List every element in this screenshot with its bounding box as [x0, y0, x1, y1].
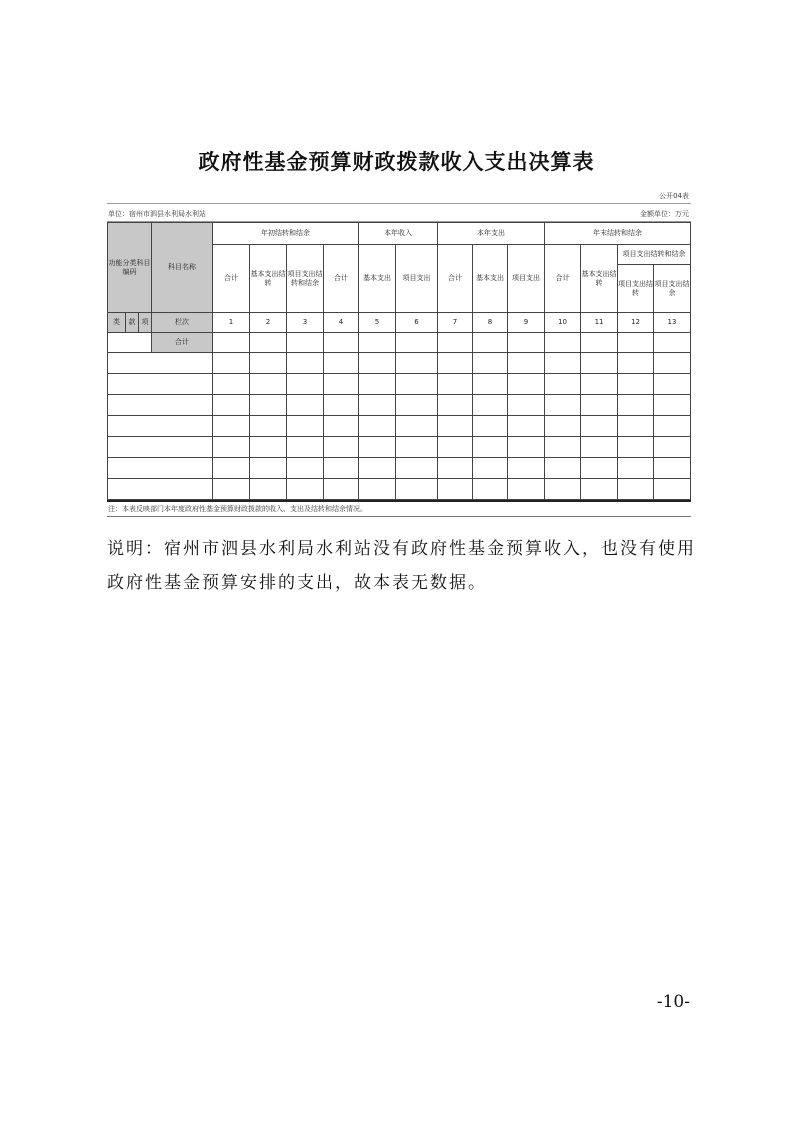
- header-row-1: [108, 223, 691, 245]
- beginning-basic-header: 基本支出结转: [250, 245, 287, 313]
- budget-table: [107, 222, 691, 500]
- col-number: 1: [213, 313, 250, 333]
- beginning-total-header: 合计: [213, 245, 250, 313]
- lanci-header: 栏次: [152, 313, 213, 333]
- ending-basic-header: 基本支出结转: [581, 245, 618, 313]
- data-cell: [508, 333, 545, 353]
- table-row: [108, 458, 691, 479]
- data-cell: [250, 333, 287, 353]
- ending-project-carry-header: 项目支出结转: [618, 265, 654, 313]
- data-cell: [654, 333, 691, 353]
- data-cell: [438, 333, 473, 353]
- total-code-cell: [108, 333, 152, 353]
- table-row: [108, 479, 691, 500]
- form-number-row: [107, 186, 691, 204]
- income-project-header: 项目支出: [396, 245, 438, 313]
- page-number: -10-: [656, 992, 690, 1012]
- col-number: 10: [545, 313, 581, 333]
- explanation-text: 说明：宿州市泗县水利局水利站没有政府性基金预算收入，也没有使用政府性基金预算安排的支出，故本表无数据。: [107, 539, 696, 593]
- expense-project-header: 项目支出: [508, 245, 545, 313]
- expense-basic-header: 基本支出: [473, 245, 508, 313]
- data-cell: [473, 333, 508, 353]
- data-cell: [287, 333, 324, 353]
- amount-unit-label: 金额单位：万元: [640, 210, 689, 218]
- unit-label: 单位：宿州市泗县水利局水利站: [108, 210, 206, 218]
- col-number: 5: [359, 313, 396, 333]
- col-number: 13: [654, 313, 691, 333]
- form-number: 公开04表: [659, 192, 689, 200]
- data-cell: [213, 333, 250, 353]
- beginning-project-header: 项目支出结转和结余: [287, 245, 324, 313]
- col-number: 4: [324, 313, 359, 333]
- table-row: [108, 374, 691, 395]
- ending-total-header: 合计: [545, 245, 581, 313]
- kuan-header: 款: [126, 313, 139, 333]
- total-row: [108, 333, 691, 353]
- total-label: 合计: [152, 333, 213, 353]
- col-number: 12: [618, 313, 654, 333]
- name-header: 科目名称: [152, 223, 213, 313]
- ending-balance-header: 年末结转和结余: [545, 223, 691, 245]
- table-row: [108, 416, 691, 437]
- table-row: [108, 395, 691, 416]
- data-cell: [618, 333, 654, 353]
- code-header: 功能分类科目编码: [108, 223, 152, 313]
- data-cell: [396, 333, 438, 353]
- table-row: [108, 353, 691, 374]
- data-cell: [324, 333, 359, 353]
- expense-total-header: 合计: [438, 245, 473, 313]
- data-cell: [581, 333, 618, 353]
- expense-header: 本年支出: [438, 223, 545, 245]
- xiang-header: 项: [139, 313, 152, 333]
- column-number-row: [108, 313, 691, 333]
- lei-header: 类: [108, 313, 126, 333]
- table-note: 注：本表反映部门本年度政府性基金预算财政拨款的收入、支出及结转和结余情况。: [107, 500, 691, 517]
- beginning-balance-header: 年初结转和结余: [213, 223, 359, 245]
- col-number: 8: [473, 313, 508, 333]
- income-header: 本年收入: [359, 223, 438, 245]
- table-row: [108, 437, 691, 458]
- col-number: 11: [581, 313, 618, 333]
- col-number: 3: [287, 313, 324, 333]
- data-cell: [359, 333, 396, 353]
- income-total-header: 合计: [324, 245, 359, 313]
- col-number: 7: [438, 313, 473, 333]
- ending-project-surplus-header: 项目支出结余: [654, 265, 691, 313]
- unit-row: [107, 204, 691, 222]
- col-number: 9: [508, 313, 545, 333]
- budget-table-container: [107, 186, 691, 517]
- data-cell: [545, 333, 581, 353]
- col-number: 2: [250, 313, 287, 333]
- income-basic-header: 基本支出: [359, 245, 396, 313]
- col-number: 6: [396, 313, 438, 333]
- page-title: 政府性基金预算财政拨款收入支出决算表: [198, 150, 595, 174]
- ending-project-group-header: 项目支出结转和结余: [618, 245, 691, 265]
